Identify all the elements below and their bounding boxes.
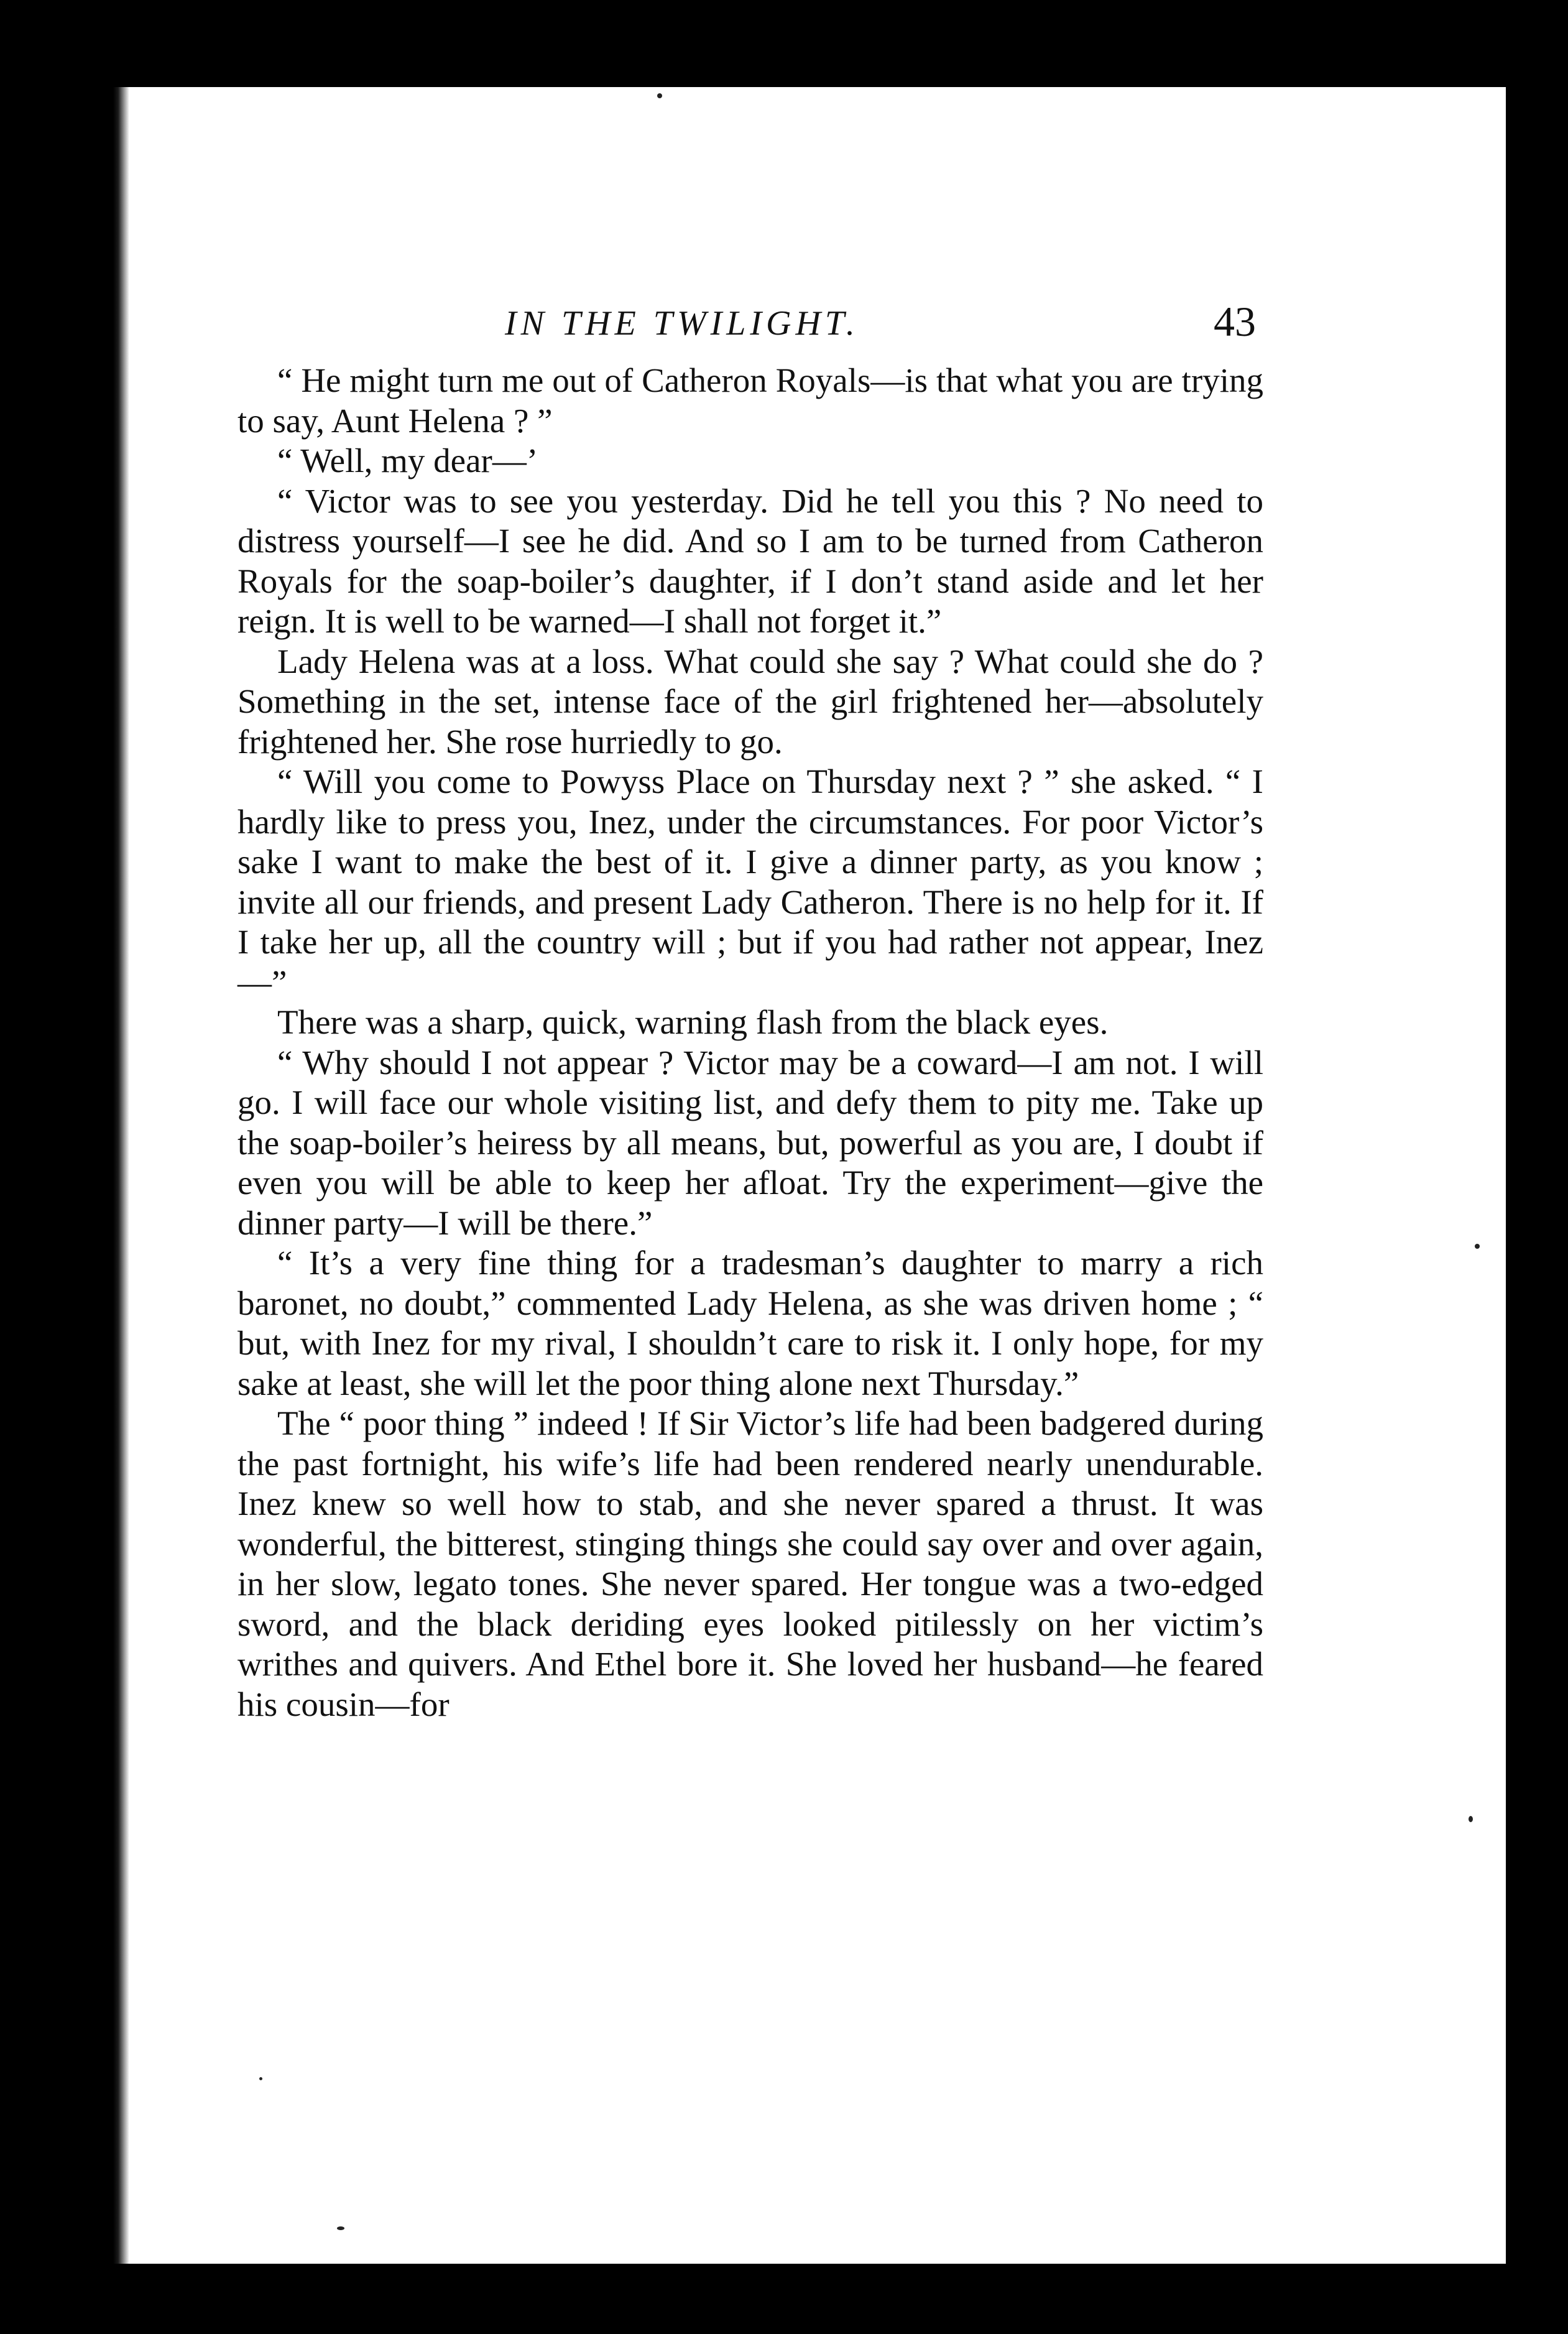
scan-speck — [1475, 1244, 1480, 1249]
paragraph: Lady Helena was at a loss. What could she say ? What could she do ? Something in the set, intense face of the girl frightened her—absolutely frightened her. She rose hurriedly to go. — [238, 642, 1263, 761]
scan-speck — [259, 2077, 262, 2080]
scan-speck — [1469, 1816, 1473, 1822]
scan-speck — [337, 2226, 344, 2230]
page-header — [107, 286, 1506, 367]
paragraph: There was a sharp, quick, warning flash from the black eyes. — [277, 1003, 1109, 1041]
paragraph: “ Why should I not appear ? Victor may be a coward—I am not. I will go. I will face our whole visiting list, and defy them to pity me. Take up the soap-boiler’s heiress by all means, but, powerful as you are, I doubt if even you will be able to keep her afloat. Try the experiment—give the dinner party—I will be there.” — [238, 1043, 1263, 1242]
paragraph: “ He might turn me out of Catheron Royals—is that what you are trying to say, Aunt Helena ? ” — [238, 361, 1263, 440]
page-number: 43 — [1214, 298, 1256, 345]
scan-speck — [657, 93, 662, 98]
paragraph: “ It’s a very fine thing for a tradesman’s daughter to marry a rich baronet, no doubt,” commented Lady Helena, as she was driven home ; “ but, with Inez for my rival, I shouldn’t care to risk it. I only hope, for my sake at least, she will let the poor thing alone next Thursday.” — [238, 1244, 1263, 1402]
running-title: IN THE TWILIGHT. — [505, 304, 859, 343]
paragraph: “ Will you come to Powyss Place on Thursday next ? ” she asked. “ I hardly like to press you, Inez, under the circumstances. For poor Victor’s sake I want to make the best of it. I give a dinner party, as you know ; invite all our friends, and present Lady Catheron. There is no help for it. If I take her up, all the country will ; but if you had rather not appear, Inez—” — [238, 762, 1263, 1001]
book-page — [107, 87, 1506, 2264]
paragraph: “ Victor was to see you yesterday. Did he tell you this ? No need to distress yourself—I see he did. And so I am to be turned from Catheron Royals for the soap-boiler’s daughter, if I don’t stand aside and let her reign. It is well to be warned—I shall not forget it.” — [238, 481, 1263, 640]
page-binding-edge — [107, 87, 129, 2264]
body-text — [238, 361, 1263, 1725]
paragraph: “ Well, my dear—’ — [277, 442, 538, 479]
paragraph: The “ poor thing ” indeed ! If Sir Victor’s life had been badgered during the past fortnight, his wife’s life had been rendered nearly unendurable. Inez knew so well how to stab, and she never spared a thrust. It was wonderful, the bitterest, stinging things she could say over and over again, in her slow, legato tones. She never spared. Her tongue was a two-edged sword, and the black deriding eyes looked pitilessly on her victim’s writhes and quivers. And Ethel bore it. She loved her husband—he feared his cousin—for — [238, 1404, 1263, 1723]
